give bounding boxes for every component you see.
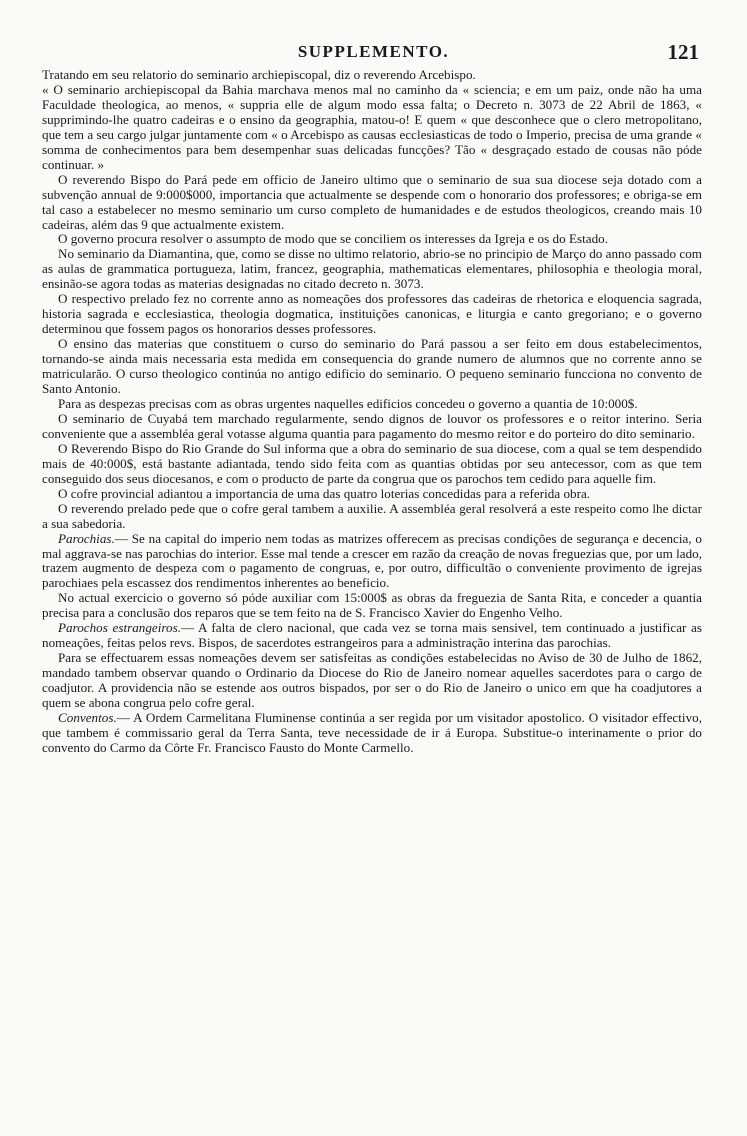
paragraph: O respectivo prelado fez no corrente anno as nomeações dos professores das cadeiras de rhetorica e eloquencia sagrada, historia sagrada e ecclesiastica, theologia dogmatica, instituições canonicas, e liturgia e canto gregoriano; e o governo determinou que fossem pagos os honorarios desses professores.	[42, 291, 702, 337]
paragraph: O seminario de Cuyabá tem marchado regularmente, sendo dignos de louvor os professores e o reitor interino. Seria conveniente que a assembléa geral votasse alguma quantia para pagamento do mesmo reitor e do porteiro do dito seminario.	[42, 410, 702, 441]
section-paragraph-parochos-estrangeiros: Parochos estrangeiros.— A falta de clero nacional, que cada vez se torna mais sensivel, tem continuado a justificar as nomeações, feitas pelos revs. Bispos, de sacerdotes estrangeiros para a administração interina das parochias.	[42, 620, 702, 651]
section-paragraph-conventos: Conventos.— A Ordem Carmelitana Fluminense continúa a ser regida por um visitador apostolico. O visitador effectivo, que tambem é commissario geral da Terra Santa, teve necessidade de ir á Europa. Substitue-o interinamente o prior do convento do Carmo da Côrte Fr. Francisco Fausto do Monte Carmello.	[42, 709, 702, 755]
paragraph: Para se effectuarem essas nomeações devem ser satisfeitas as condições estabelecidas no Aviso de 30 de Julho de 1862, mandado tambem observar quando o Ordinario da Diocese do Rio de Janeiro nomear aquelles sacerdotes para o cargo de coadjutor. A providencia não se estende aos outros bispados, por ser o do Rio de Janeiro o unico em que ha coadjutores a quem se abona congrua pelo cofre geral.	[42, 650, 702, 711]
paragraph: O reverendo Bispo do Pará pede em officio de Janeiro ultimo que o seminario de sua sua diocese seja dotado com a subvenção annual de 9:000$000, importancia que actualmente se despende com o honorario dos professores; e obriga-se em tal caso a estabelecer no mesmo seminario um curso completo de humanidades e de estudos theologicos, creando mais 10 cadeiras, além das 9 que actualmente existem.	[42, 171, 702, 232]
page-header	[0, 42, 747, 68]
section-heading: Parochos estrangeiros.	[58, 620, 182, 636]
paragraph: O ensino das materias que constituem o curso do seminario do Pará passou a ser feito em dous estabelecimentos, tornando-se ainda mais necessaria esta medida em consequencia do grande numero de alumnos que no corrente anno se matricularão. O curso theologico continúa no antigo edificio do seminario. O pequeno seminario funcciona no convento de Santo Antonio.	[42, 336, 702, 397]
paragraph: No seminario da Diamantina, que, como se disse no ultimo relatorio, abrio-se no principio de Março do anno passado com as aulas de grammatica portugueza, latim, francez, geographia, mathematicas elementares, philosophia e theologia moral, ensinão-se agora todas as materias designadas no citado decreto n. 3073.	[42, 246, 702, 292]
quotation: « O seminario archiepiscopal da Bahia marchava menos mal no caminho da « sciencia; e em um paiz, onde não ha uma Faculdade theologica, ao menos, « suppria elle de algum modo essa falta; o Decreto n. 3073 de 22 Abril de 1863, « supprimindo-lhe quatro cadeiras e o ensino da geographia, matou-o! E quem « que desconhece que o clero metropolitano, que tem a seu cargo julgar juntamente com « o Arcebispo as causas ecclesiasticas de todo o Imperio, precisa de uma grande « somma de conhecimentos para bem desempenhar suas delicadas funcções? Tão « desgraçado estado de cousas não póde continuar. »	[42, 81, 702, 172]
body-text	[42, 68, 702, 756]
paragraph: Para as despezas precisas com as obras urgentes naquelles edificios concedeu o governo a quantia de 10:000$.	[58, 395, 638, 411]
section-heading: Conventos.	[58, 709, 117, 725]
page-number: 121	[667, 40, 699, 64]
paragraph: O Reverendo Bispo do Rio Grande do Sul informa que a obra do seminario de sua diocese, com a qual se tem despendido mais de 40:000$, está bastante adiantada, tendo sido feita com as quantias obtidas por seu antecessor, com as que tem conseguido dos seus diocesanos, e com o producto de parte da congrua que os parochos tem cedido para aquelle fim.	[42, 440, 702, 486]
paragraph: Tratando em seu relatorio do seminario archiepiscopal, diz o reverendo Arcebispo.	[42, 67, 476, 82]
section-heading: Parochias.	[58, 530, 115, 546]
running-title: SUPPLEMENTO.	[297, 42, 450, 61]
paragraph: O cofre provincial adiantou a importancia de uma das quatro loterias concedidas para a referida obra.	[58, 485, 591, 501]
section-paragraph-parochias: Parochias.— Se na capital do imperio nem todas as matrizes offerecem as precisas condições de segurança e decencia, o mal aggrava-se nas parochias do interior. Esse mal tende a crescer em razão da creação de novas freguezias que, por um lado, trazem augmento de despeza com o pagamento de congruas, e, por outro, difficultão o conveniente provimento de igrejas parochiaes pela escassez dos rendimentos inherentes ao beneficio.	[42, 530, 702, 591]
paragraph: O reverendo prelado pede que o cofre geral tambem a auxilie. A assembléa geral resolverá a este respeito como lhe dictar a sua sabedoria.	[42, 500, 702, 531]
paragraph: O governo procura resolver o assumpto de modo que se conciliem os interesses da Igreja e os do Estado.	[58, 231, 609, 247]
paragraph: No actual exercicio o governo só póde auxiliar com 15:000$ as obras da freguezia de Santa Rita, e conceder a quantia precisa para a conclusão dos reparos que se tem feito na de S. Francisco Xavier do Engenho Velho.	[42, 590, 702, 621]
